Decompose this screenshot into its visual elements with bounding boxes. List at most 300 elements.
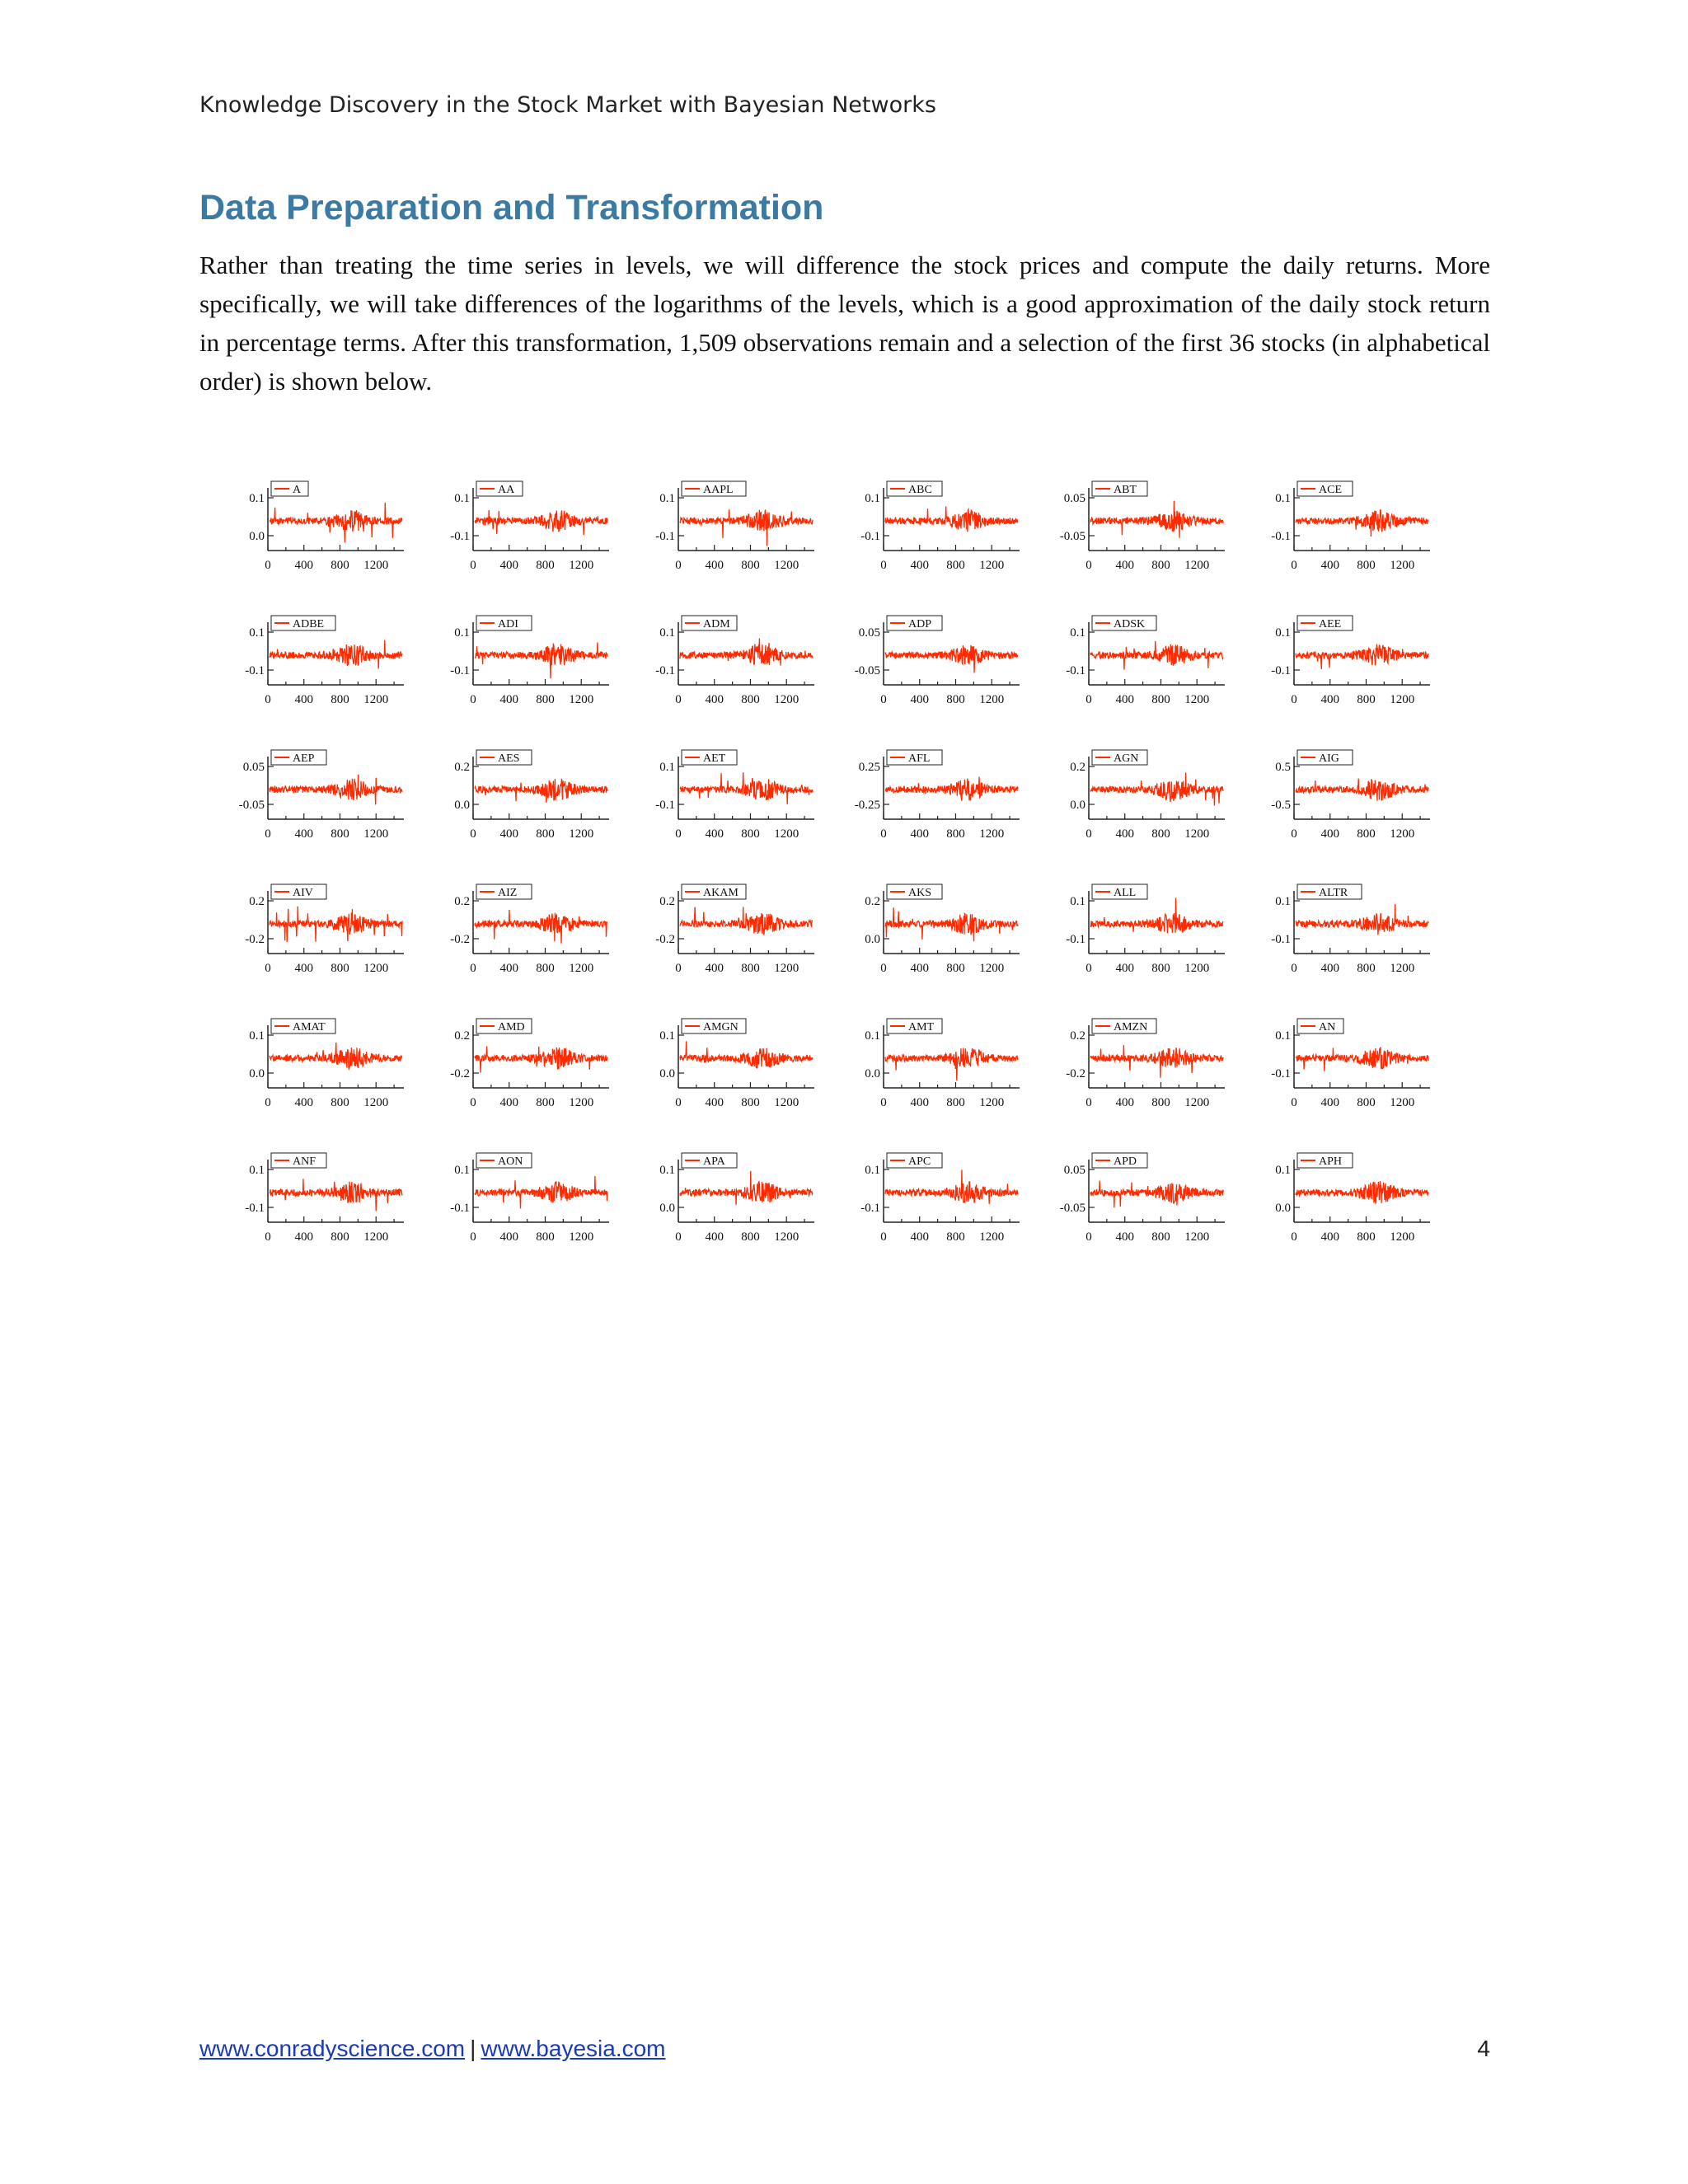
x-tick-label: 400 — [294, 962, 313, 975]
x-tick-label: 800 — [946, 559, 965, 572]
x-tick-label: 400 — [910, 559, 929, 572]
x-tick-label: 800 — [1357, 827, 1376, 841]
y-tick-label: 0.1 — [659, 761, 675, 774]
series-line — [270, 640, 402, 669]
x-tick-label: 800 — [536, 1230, 555, 1244]
x-tick-label: 400 — [294, 1230, 313, 1244]
x-tick-label: 1200 — [569, 962, 594, 975]
x-tick-label: 800 — [946, 1096, 965, 1109]
returns-small-multiples-figure — [214, 478, 1467, 1269]
legend-label: APC — [908, 1155, 931, 1168]
y-tick-label: 0.2 — [454, 895, 470, 908]
x-tick-label: 0 — [1085, 962, 1092, 975]
legend-label: AMAT — [293, 1021, 326, 1033]
y-tick-label: -0.1 — [655, 799, 675, 812]
x-tick-label: 400 — [705, 1230, 724, 1244]
chart-panel-aep — [239, 750, 404, 841]
legend-label: AMZN — [1114, 1021, 1148, 1033]
legend-label: AA — [498, 484, 515, 496]
chart-panel-aee — [1271, 616, 1430, 706]
legend-label: AKS — [908, 887, 932, 899]
y-tick-label: 0.1 — [454, 626, 470, 640]
x-tick-label: 400 — [1115, 693, 1134, 706]
x-tick-label: 800 — [536, 827, 555, 841]
x-tick-label: 800 — [1151, 1230, 1170, 1244]
y-tick-label: 0.1 — [659, 626, 675, 640]
chart-panel-ace — [1271, 481, 1430, 572]
chart-panel-adm — [655, 616, 814, 706]
x-tick-label: 400 — [910, 827, 929, 841]
x-tick-label: 1200 — [1390, 962, 1415, 975]
chart-panel-amgn — [659, 1019, 814, 1109]
x-tick-label: 800 — [741, 693, 760, 706]
y-tick-label: 0.05 — [1063, 1164, 1085, 1177]
series-line — [1090, 1181, 1223, 1208]
x-tick-label: 800 — [1357, 1230, 1376, 1244]
y-tick-label: -0.1 — [655, 664, 675, 677]
y-tick-label: -0.1 — [245, 664, 265, 677]
x-tick-label: 0 — [675, 827, 682, 841]
x-tick-label: 400 — [294, 1096, 313, 1109]
legend-label: AN — [1319, 1021, 1336, 1033]
y-tick-label: -0.25 — [854, 799, 880, 812]
x-tick-label: 1200 — [979, 827, 1005, 841]
x-tick-label: 400 — [1320, 693, 1339, 706]
legend-label: ABT — [1114, 484, 1137, 496]
series-line — [885, 507, 1018, 532]
chart-panel-aiv — [245, 884, 404, 975]
x-tick-label: 400 — [499, 1230, 518, 1244]
x-tick-label: 0 — [470, 1230, 476, 1244]
x-tick-label: 800 — [331, 962, 349, 975]
x-tick-label: 1200 — [363, 693, 389, 706]
x-tick-label: 0 — [1291, 1230, 1297, 1244]
x-tick-label: 400 — [1320, 1230, 1339, 1244]
series-line — [1296, 1047, 1428, 1071]
chart-panel-amt — [865, 1019, 1020, 1109]
chart-panel-aiz — [450, 884, 609, 975]
series-line — [1090, 501, 1223, 538]
x-tick-label: 800 — [1151, 559, 1170, 572]
y-tick-label: 0.1 — [1275, 626, 1291, 640]
chart-panel-agn — [1070, 750, 1225, 841]
chart-panel-akam — [655, 884, 814, 975]
chart-panel-adbe — [245, 616, 404, 706]
x-tick-label: 800 — [946, 693, 965, 706]
y-tick-label: -0.1 — [450, 1202, 470, 1215]
x-tick-label: 400 — [1115, 1230, 1134, 1244]
series-line — [885, 777, 1018, 801]
x-tick-label: 400 — [910, 962, 929, 975]
x-tick-label: 1200 — [363, 827, 389, 841]
y-tick-label: -0.1 — [1271, 664, 1291, 677]
y-tick-label: 0.0 — [659, 1067, 675, 1080]
chart-panel-amat — [249, 1019, 404, 1109]
y-tick-label: 0.1 — [865, 492, 880, 505]
y-tick-label: 0.0 — [249, 1067, 265, 1080]
x-tick-label: 1200 — [1390, 559, 1415, 572]
x-tick-label: 800 — [536, 559, 555, 572]
x-tick-label: 800 — [946, 1230, 965, 1244]
y-tick-label: -0.05 — [238, 799, 265, 812]
x-tick-label: 400 — [705, 962, 724, 975]
x-tick-label: 0 — [675, 693, 682, 706]
y-tick-label: 0.1 — [249, 626, 265, 640]
x-tick-label: 0 — [880, 693, 887, 706]
y-tick-label: 0.25 — [858, 761, 880, 774]
y-tick-label: 0.1 — [1070, 895, 1085, 908]
x-tick-label: 0 — [265, 559, 271, 572]
x-tick-label: 1200 — [1184, 1230, 1210, 1244]
x-tick-label: 1200 — [363, 1230, 389, 1244]
x-tick-label: 0 — [470, 559, 476, 572]
chart-panel-abc — [860, 481, 1020, 572]
series-line — [680, 1171, 813, 1205]
y-tick-label: -0.1 — [1271, 1067, 1291, 1080]
x-tick-label: 0 — [880, 1230, 887, 1244]
series-line — [475, 1176, 607, 1208]
chart-panel-amzn — [1066, 1019, 1225, 1109]
legend-label: ADBE — [293, 618, 325, 630]
x-tick-label: 0 — [675, 559, 682, 572]
x-tick-label: 800 — [331, 1230, 349, 1244]
x-tick-label: 400 — [294, 559, 313, 572]
x-tick-label: 800 — [1151, 962, 1170, 975]
x-tick-label: 0 — [880, 827, 887, 841]
y-tick-label: -0.2 — [450, 933, 470, 946]
x-tick-label: 0 — [470, 827, 476, 841]
x-tick-label: 1200 — [569, 693, 594, 706]
legend-label: AIG — [1319, 752, 1339, 765]
chart-panel-aks — [865, 884, 1020, 975]
series-line — [270, 503, 402, 543]
page-number: 4 — [1477, 2036, 1490, 2061]
x-tick-label: 0 — [1085, 1096, 1092, 1109]
series-line — [680, 1041, 813, 1068]
running-head: Knowledge Discovery in the Stock Market with Bayesian Networks — [199, 92, 936, 118]
x-tick-label: 400 — [1115, 1096, 1134, 1109]
chart-panel-aet — [655, 750, 814, 841]
chart-panel-amd — [450, 1019, 609, 1109]
y-tick-label: 0.1 — [659, 1164, 675, 1177]
y-tick-label: 0.2 — [454, 1029, 470, 1043]
small-multiples-svg — [214, 478, 1467, 1269]
x-tick-label: 400 — [1320, 827, 1339, 841]
y-tick-label: 0.0 — [249, 530, 265, 543]
x-tick-label: 1200 — [569, 1096, 594, 1109]
x-tick-label: 1200 — [1184, 1096, 1210, 1109]
x-tick-label: 1200 — [774, 827, 799, 841]
x-tick-label: 400 — [1115, 559, 1134, 572]
y-tick-label: 0.1 — [454, 1164, 470, 1177]
x-tick-label: 1200 — [569, 827, 594, 841]
x-tick-label: 1200 — [1184, 693, 1210, 706]
chart-panel-aapl — [655, 481, 814, 572]
series-line — [475, 910, 607, 944]
y-tick-label: 0.1 — [865, 1164, 880, 1177]
x-tick-label: 0 — [880, 559, 887, 572]
y-tick-label: 0.1 — [249, 1029, 265, 1043]
x-tick-label: 800 — [1357, 559, 1376, 572]
x-tick-label: 0 — [1291, 693, 1297, 706]
x-tick-label: 0 — [1291, 559, 1297, 572]
x-tick-label: 1200 — [774, 559, 799, 572]
x-tick-label: 0 — [265, 693, 271, 706]
legend-label: AFL — [908, 752, 931, 765]
series-line — [475, 643, 607, 679]
x-tick-label: 400 — [294, 693, 313, 706]
series-line — [270, 1179, 402, 1211]
y-tick-label: -0.1 — [1271, 933, 1291, 946]
x-tick-label: 400 — [705, 1096, 724, 1109]
x-tick-label: 1200 — [979, 1230, 1005, 1244]
chart-panel-a — [249, 481, 404, 572]
x-tick-label: 0 — [1085, 559, 1092, 572]
x-tick-label: 1200 — [569, 559, 594, 572]
footer-separator: | — [470, 2036, 476, 2061]
legend-label: AKAM — [703, 887, 738, 899]
x-tick-label: 800 — [741, 827, 760, 841]
x-tick-label: 1200 — [1184, 962, 1210, 975]
x-tick-label: 800 — [741, 1096, 760, 1109]
footer — [199, 2036, 1490, 2062]
y-tick-label: 0.1 — [249, 1164, 265, 1177]
x-tick-label: 0 — [265, 827, 271, 841]
y-tick-label: -0.1 — [860, 1202, 880, 1215]
chart-panel-aon — [450, 1153, 609, 1244]
legend-label: ADM — [703, 618, 730, 630]
y-tick-label: -0.1 — [655, 530, 675, 543]
y-tick-label: 0.0 — [659, 1202, 675, 1215]
x-tick-label: 800 — [741, 962, 760, 975]
x-tick-label: 400 — [499, 693, 518, 706]
x-tick-label: 800 — [536, 962, 555, 975]
series-line — [885, 645, 1018, 673]
y-tick-label: -0.1 — [1066, 933, 1085, 946]
x-tick-label: 1200 — [979, 559, 1005, 572]
series-line — [475, 779, 607, 803]
series-line — [680, 907, 813, 935]
x-tick-label: 400 — [499, 1096, 518, 1109]
y-tick-label: -0.2 — [450, 1067, 470, 1080]
chart-panel-anf — [245, 1153, 404, 1244]
x-tick-label: 800 — [331, 559, 349, 572]
series-line — [475, 510, 607, 535]
footer-link-conradyscience[interactable]: www.conradyscience.com — [199, 2036, 466, 2061]
y-tick-label: 0.1 — [1070, 626, 1085, 640]
series-line — [270, 1043, 402, 1069]
x-tick-label: 1200 — [363, 962, 389, 975]
legend-label: AEP — [293, 752, 315, 765]
y-tick-label: 0.1 — [1275, 492, 1291, 505]
y-tick-label: 0.1 — [249, 492, 265, 505]
x-tick-label: 400 — [910, 1230, 929, 1244]
x-tick-label: 1200 — [569, 1230, 594, 1244]
series-line — [1296, 510, 1428, 537]
x-tick-label: 400 — [294, 827, 313, 841]
series-line — [1296, 1181, 1428, 1203]
x-tick-label: 800 — [536, 693, 555, 706]
x-tick-label: 800 — [536, 1096, 555, 1109]
y-tick-label: 0.1 — [1275, 1164, 1291, 1177]
x-tick-label: 400 — [705, 693, 724, 706]
y-tick-label: -0.1 — [860, 530, 880, 543]
x-tick-label: 400 — [910, 693, 929, 706]
x-tick-label: 0 — [1291, 1096, 1297, 1109]
x-tick-label: 1200 — [363, 559, 389, 572]
legend-label: AMT — [908, 1021, 935, 1033]
x-tick-label: 400 — [1115, 962, 1134, 975]
y-tick-label: -0.1 — [245, 1202, 265, 1215]
y-tick-label: -0.2 — [1066, 1067, 1085, 1080]
chart-panel-aa — [450, 481, 609, 572]
legend-label: AMD — [498, 1021, 525, 1033]
body-paragraph: Rather than treating the time series in levels, we will difference the stock prices and compute the daily returns. More specifically, we will take differences of the logarithms of the levels, which is a good approximation of the daily stock return in percentage terms. After this transformation, 1,509 observations remain and a selection of the first 36 stocks (in alphabetical order) is shown below. — [199, 251, 1490, 396]
y-tick-label: 0.05 — [242, 761, 265, 774]
x-tick-label: 1200 — [1390, 693, 1415, 706]
y-tick-label: 0.1 — [865, 1029, 880, 1043]
x-tick-label: 0 — [470, 962, 476, 975]
x-tick-label: 0 — [470, 693, 476, 706]
x-tick-label: 0 — [265, 962, 271, 975]
x-tick-label: 1200 — [363, 1096, 389, 1109]
x-tick-label: 0 — [1085, 1230, 1092, 1244]
y-tick-label: -0.1 — [450, 530, 470, 543]
series-line — [885, 907, 1018, 941]
y-tick-label: 0.1 — [659, 1029, 675, 1043]
x-tick-label: 1200 — [1184, 827, 1210, 841]
x-tick-label: 800 — [331, 693, 349, 706]
x-tick-label: 0 — [880, 1096, 887, 1109]
legend-label: ANF — [293, 1155, 316, 1168]
x-tick-label: 1200 — [774, 693, 799, 706]
chart-panel-apd — [1060, 1153, 1225, 1244]
x-tick-label: 1200 — [979, 1096, 1005, 1109]
y-tick-label: -0.5 — [1271, 799, 1291, 812]
x-tick-label: 0 — [1085, 827, 1092, 841]
legend-label: ADI — [498, 618, 518, 630]
y-tick-label: 0.2 — [865, 895, 880, 908]
series-line — [1090, 773, 1223, 806]
y-tick-label: 0.0 — [865, 1067, 880, 1080]
x-tick-label: 0 — [265, 1096, 271, 1109]
x-tick-label: 0 — [470, 1096, 476, 1109]
legend-label: ADP — [908, 618, 932, 630]
x-tick-label: 800 — [741, 1230, 760, 1244]
x-tick-label: 1200 — [979, 962, 1005, 975]
x-tick-label: 400 — [1320, 1096, 1339, 1109]
x-tick-label: 1200 — [1390, 1096, 1415, 1109]
chart-panel-apa — [659, 1153, 814, 1244]
x-tick-label: 0 — [675, 1230, 682, 1244]
y-tick-label: 0.05 — [1063, 492, 1085, 505]
x-tick-label: 800 — [1357, 1096, 1376, 1109]
series-line — [475, 1047, 607, 1073]
series-line — [1090, 1045, 1223, 1078]
x-tick-label: 400 — [1320, 962, 1339, 975]
x-tick-label: 800 — [1151, 827, 1170, 841]
legend-label: ALTR — [1319, 887, 1348, 899]
legend-label: AIZ — [498, 887, 518, 899]
series-line — [1296, 779, 1428, 801]
legend-label: APH — [1319, 1155, 1343, 1168]
x-tick-label: 0 — [1085, 693, 1092, 706]
chart-panel-apc — [860, 1153, 1020, 1244]
chart-panel-adp — [855, 616, 1020, 706]
x-tick-label: 400 — [1320, 559, 1339, 572]
chart-panel-adsk — [1066, 616, 1225, 706]
x-tick-label: 1200 — [774, 962, 799, 975]
footer-link-bayesia[interactable]: www.bayesia.com — [481, 2036, 666, 2061]
chart-panel-all — [1066, 884, 1225, 975]
y-tick-label: -0.1 — [1066, 664, 1085, 677]
x-tick-label: 1200 — [1184, 559, 1210, 572]
x-tick-label: 400 — [499, 962, 518, 975]
y-tick-label: 0.2 — [454, 761, 470, 774]
x-tick-label: 1200 — [979, 693, 1005, 706]
y-tick-label: 0.0 — [1275, 1202, 1291, 1215]
legend-label: AGN — [1114, 752, 1139, 765]
x-tick-label: 1200 — [774, 1096, 799, 1109]
y-tick-label: 0.2 — [1070, 1029, 1085, 1043]
series-line — [680, 772, 813, 804]
chart-panel-aph — [1275, 1153, 1430, 1244]
x-tick-label: 400 — [1115, 827, 1134, 841]
y-tick-label: 0.5 — [1275, 761, 1291, 774]
x-tick-label: 800 — [331, 827, 349, 841]
y-tick-label: 0.2 — [249, 895, 265, 908]
y-tick-label: -0.1 — [450, 664, 470, 677]
y-tick-label: -0.05 — [854, 664, 880, 677]
series-line — [1090, 898, 1223, 934]
x-tick-label: 0 — [675, 962, 682, 975]
y-tick-label: 0.2 — [659, 895, 675, 908]
legend-label: ALL — [1114, 887, 1137, 899]
series-line — [1296, 904, 1428, 935]
chart-panel-aig — [1271, 750, 1430, 841]
y-tick-label: 0.1 — [659, 492, 675, 505]
y-tick-label: -0.2 — [245, 933, 265, 946]
chart-panel-altr — [1271, 884, 1430, 975]
legend-label: AES — [498, 752, 520, 765]
x-tick-label: 400 — [705, 559, 724, 572]
x-tick-label: 800 — [1151, 693, 1170, 706]
legend-label: APD — [1114, 1155, 1137, 1168]
chart-panel-abt — [1060, 481, 1225, 572]
series-line — [1296, 644, 1428, 669]
x-tick-label: 800 — [741, 559, 760, 572]
series-line — [270, 775, 402, 805]
legend-label: ABC — [908, 484, 932, 496]
chart-panel-adi — [450, 616, 609, 706]
x-tick-label: 800 — [1151, 1096, 1170, 1109]
legend-label: ACE — [1319, 484, 1342, 496]
y-tick-label: 0.1 — [1275, 1029, 1291, 1043]
chart-panel-an — [1271, 1019, 1430, 1109]
chart-panel-afl — [855, 750, 1020, 841]
x-tick-label: 800 — [1357, 962, 1376, 975]
series-line — [270, 907, 402, 942]
x-tick-label: 400 — [910, 1096, 929, 1109]
series-line — [680, 639, 813, 666]
x-tick-label: 400 — [499, 559, 518, 572]
y-tick-label: -0.1 — [1271, 530, 1291, 543]
legend-label: A — [293, 484, 302, 496]
legend-label: AET — [703, 752, 726, 765]
y-tick-label: 0.0 — [454, 799, 470, 812]
y-tick-label: 0.0 — [865, 933, 880, 946]
x-tick-label: 0 — [1291, 827, 1297, 841]
